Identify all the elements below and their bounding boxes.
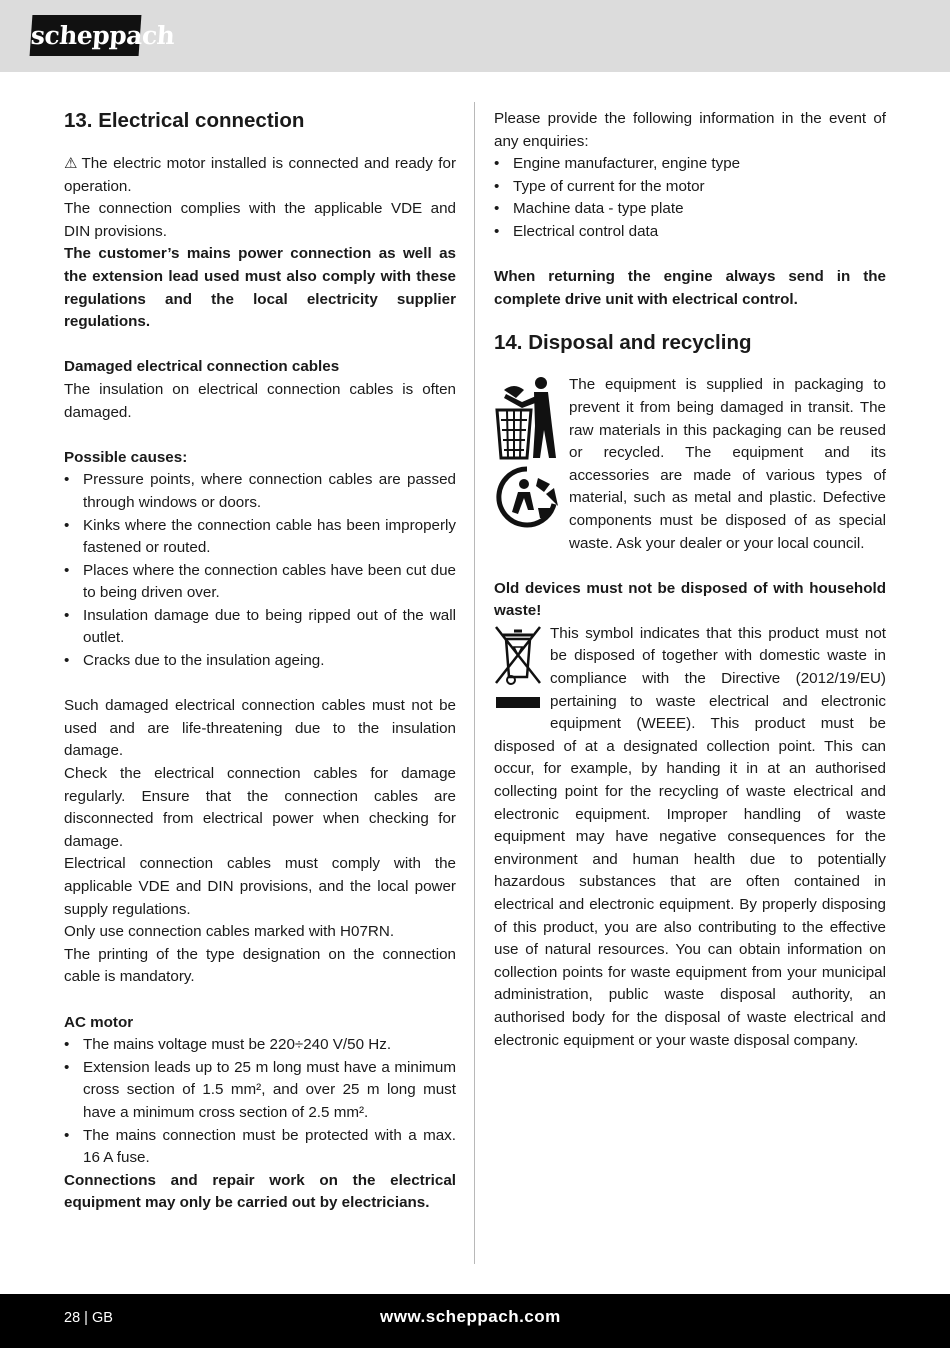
footer-bar	[0, 1294, 950, 1348]
list-item: • Pressure points, where connection cables are passed through windows or doors.	[64, 469, 456, 514]
list-item: • Machine data - type plate	[494, 198, 886, 221]
paragraph: The printing of the type designation on the connection cable is mandatory.	[64, 945, 456, 986]
intro-bold-paragraph: The customer’s mains power connection as well as the extension lead used must also comply with these regulations and the local electricity supplier regulations.	[64, 245, 456, 331]
disposal-icons	[494, 374, 569, 546]
closing-bold-paragraph: Connections and repair work on the electrical equipment may only be carried out by electricians.	[64, 1171, 456, 1212]
list-item: • Insulation damage due to being ripped out of the wall outlet.	[64, 605, 456, 650]
recycling-icon	[494, 464, 560, 530]
list-item: • Electrical control data	[494, 221, 886, 244]
weee-text: This symbol indicates that this product must not be disposed of together with domestic waste in compliance with the Directive (2012/19/EU) pertaining to waste electrical and electronic equipment (WEEE). This product must be disposed of at a designated collection point. This can occur, for example, by handing it in at an authorised collecting point for the recycling of waste electrical and electronic equipment. Improper handling of waste equipment may have negative consequences for the environment and human health due to potentially hazardous substances that are often contained in electrical and electronic equipment. By properly disposing of this product, you are also contributing to the effective use of natural resources. You can obtain information on collection points for waste equipment from your municipal administration, public waste disposal authority, an authorised body for the disposal of waste electrical and electronic equipment or your waste disposal company.	[494, 624, 886, 1049]
return-engine-note: When returning the engine always send in the complete drive unit with electrical control.	[494, 268, 886, 308]
left-column	[64, 108, 456, 1215]
header-bar	[0, 0, 950, 72]
list-item: • Extension leads up to 25 m long must have a minimum cross section of 1.5 mm², and over 25 m long must have a minimum cross section of 2.5 mm².	[64, 1057, 456, 1125]
warning-triangle-icon: ⚠	[64, 155, 78, 172]
section-title-disposal: 14. Disposal and recycling	[494, 331, 752, 355]
list-item: • Cracks due to the insulation ageing.	[64, 650, 456, 673]
damaged-cables-text: The insulation on electrical connection cables is often damaged.	[64, 380, 456, 421]
packaging-text: The equipment is supplied in packaging to prevent it from being damaged in transit. The raw materials in this packaging can be reused or recycled. The equipment and its accessories are made of various types of material, such as metal and plastic. Defective components must be disposed of as special waste. Ask your dealer or your local council.	[569, 376, 886, 552]
section-title-electrical: 13. Electrical connection	[64, 109, 305, 132]
list-item: • The mains connection must be protected with a max. 16 A fuse.	[64, 1125, 456, 1170]
list-item: • Kinks where the connection cable has been improperly fastened or routed.	[64, 515, 456, 560]
enquiry-intro: Please provide the following information in the event of any enquiries:	[494, 110, 886, 150]
possible-causes-heading: Possible causes:	[64, 448, 188, 466]
list-item: • Type of current for the motor	[494, 176, 886, 199]
website-link[interactable]: www.scheppach.com	[380, 1307, 561, 1326]
column-divider	[474, 102, 475, 1264]
intro-paragraph-2: The connection complies with the applicable VDE and DIN provisions.	[64, 200, 456, 240]
paragraph: Electrical connection cables must comply with the applicable VDE and DIN provisions, and the local power supply regulations.	[64, 855, 456, 918]
enquiry-list	[494, 153, 886, 243]
causes-list	[64, 469, 456, 672]
intro-paragraph-1: ⚠ The electric motor installed is connected and ready for operation.	[64, 155, 456, 195]
old-devices-warning: Old devices must not be disposed of with household waste!	[494, 579, 886, 620]
litter-bin-icon	[494, 374, 560, 464]
page-number: 28 | GB	[64, 1310, 113, 1326]
damaged-cables-heading: Damaged electrical connection cables	[64, 358, 340, 376]
weee-symbol	[494, 623, 550, 733]
right-column	[494, 108, 886, 1052]
list-item: • The mains voltage must be 220÷240 V/50 Hz.	[64, 1034, 456, 1057]
paragraph: Check the electrical connection cables for damage regularly. Ensure that the connection cables are disconnected from electrical power when checking for damage.	[64, 765, 456, 850]
paragraph: Only use connection cables marked with H07RN.	[64, 923, 395, 941]
crossed-out-wheelie-bin-icon	[494, 623, 542, 723]
paragraph: Such damaged electrical connection cables must not be used and are life-threatening due to the insulation damage.	[64, 697, 456, 760]
list-item: • Places where the connection cables have been cut due to being driven over.	[64, 560, 456, 605]
ac-motor-heading: AC motor	[64, 1013, 134, 1031]
brand-logo: scheppach	[30, 15, 142, 56]
list-item: • Engine manufacturer, engine type	[494, 153, 886, 176]
ac-motor-list	[64, 1034, 456, 1170]
